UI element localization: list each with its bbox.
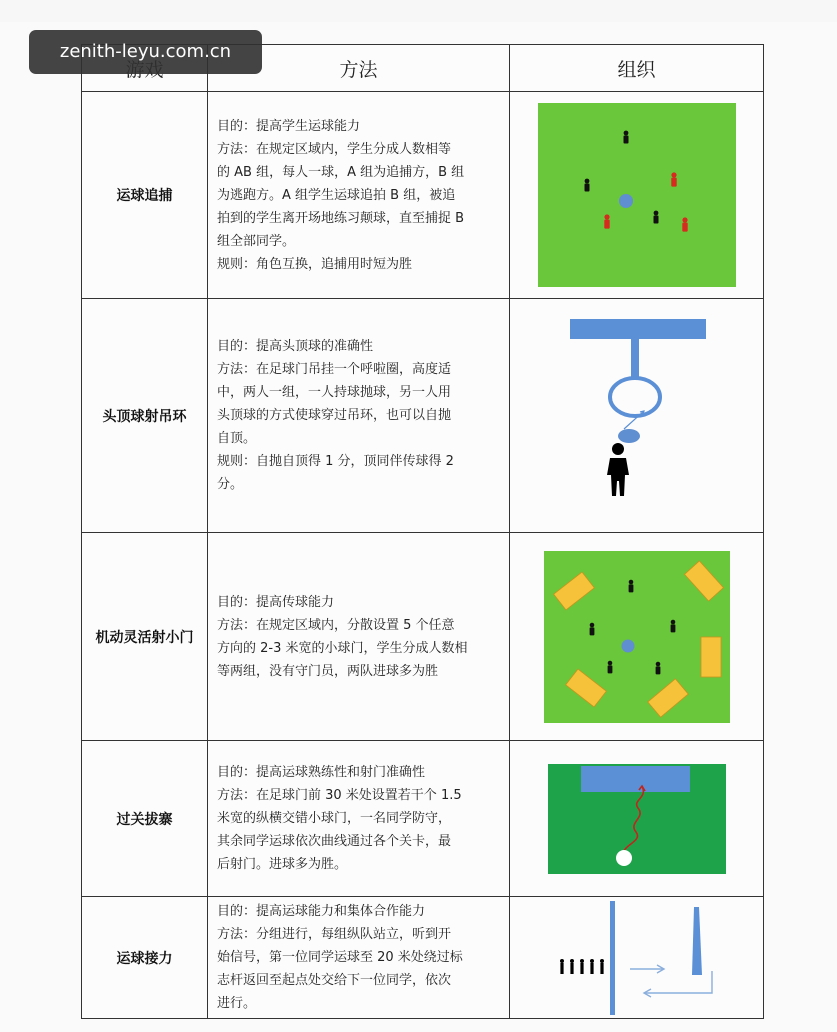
person-icon: [560, 959, 564, 974]
person-icon: [570, 959, 574, 974]
description-line: 目的：提高学生运球能力: [217, 118, 361, 134]
header-organization: 组织: [510, 45, 764, 92]
description-line: 方法：在规定区域内，分散设置 5 个任意: [217, 617, 455, 633]
description-line: 方向的 2-3 米宽的小球门，学生分成人数相: [217, 640, 468, 656]
description-line: 为逃跑方。A 组学生运球追拍 B 组，被追: [217, 187, 456, 203]
description-line: 规则：自抛自顶得 1 分，顶同伴传球得 2: [217, 454, 454, 469]
small-goal: [701, 637, 721, 677]
table-row: [82, 533, 764, 741]
ball-icon: [619, 194, 633, 208]
table-row: [82, 92, 764, 299]
game-description: [208, 533, 510, 741]
game-description: [208, 897, 510, 1019]
hoop-hanger: [631, 339, 639, 377]
page-top-strip: [0, 0, 837, 22]
games-table: [81, 44, 764, 1019]
description-line: 始信号，第一位同学运球至 20 米处绕过标: [217, 950, 463, 965]
person-icon: [623, 131, 628, 144]
person-icon: [607, 660, 612, 673]
description-line: 志杆返回至起点处交给下一位同学，依次: [217, 973, 452, 988]
person-icon: [655, 661, 660, 674]
game-name: 运球追捕: [82, 92, 208, 299]
table-row: [82, 741, 764, 897]
description-line: 分。: [217, 477, 244, 492]
person-icon: [589, 622, 594, 635]
description-line: 拍到的学生离开场地练习颠球，直至捕捉 B: [217, 210, 465, 226]
description-line: 方法：在足球门前 30 米处设置若干个 1.5: [217, 788, 462, 803]
ball-icon: [618, 429, 640, 443]
description-line: 目的：提高头顶球的准确性: [217, 339, 374, 354]
queue-figures: [560, 959, 604, 974]
game-name: 头顶球射吊环: [82, 299, 208, 533]
description-line: 后射门。进球多为胜。: [217, 857, 348, 872]
game-name: 运球接力: [82, 897, 208, 1019]
description-line: 组全部同学。: [217, 233, 296, 249]
person-icon: [604, 214, 609, 228]
table-row: [82, 897, 764, 1019]
watermark-badge: zenith-leyu.com.cn: [29, 30, 262, 74]
relay-diagram: [537, 901, 737, 1015]
game-description: [208, 741, 510, 897]
person-icon: [670, 619, 675, 632]
small-goals-diagram: [544, 551, 730, 723]
person-icon: [671, 172, 676, 186]
description-line: 目的：提高运球能力和集体合作能力: [217, 904, 426, 919]
dribble-chase-diagram: [538, 103, 736, 287]
description-line: 方法：在规定区域内，学生分成人数相等: [217, 141, 452, 157]
person-icon: [590, 959, 594, 974]
marker-pole-icon: [692, 907, 702, 975]
game-name: 过关拔寨: [82, 741, 208, 897]
table-row: [82, 299, 764, 533]
organization-diagram-cell: [510, 897, 764, 1019]
person-icon: [682, 217, 687, 231]
organization-diagram-cell: [510, 299, 764, 533]
header-hoop-diagram: [552, 313, 722, 519]
pass-gates-diagram: [548, 764, 726, 874]
person-icon: [628, 579, 633, 592]
ball-icon: [621, 639, 634, 652]
person-icon: [607, 443, 629, 496]
organization-diagram-cell: [510, 741, 764, 897]
hoop-icon: [610, 378, 660, 416]
description-line: 中，两人一组，一人持球抛球，另一人用: [217, 385, 452, 400]
person-icon: [653, 211, 658, 224]
field: [538, 103, 736, 287]
description-line: 方法：在足球门吊挂一个呼啦圈，高度适: [217, 362, 452, 377]
description-line: 米宽的纵横交错小球门，一名同学防守，: [217, 811, 452, 826]
header-method: 方法: [208, 45, 510, 92]
person-icon: [584, 179, 589, 192]
description-line: 规则：角色互换，追捕用时短为胜: [217, 256, 413, 272]
description-line: 目的：提高运球熟练性和射门准确性: [217, 765, 426, 780]
goal: [581, 766, 690, 792]
description-line: 其余同学运球依次曲线通过各个关卡，最: [217, 834, 452, 849]
game-name: 机动灵活射小门: [82, 533, 208, 741]
game-description: [208, 299, 510, 533]
person-icon: [580, 959, 584, 974]
description-line: 方法：分组进行，每组纵队站立，听到开: [217, 927, 452, 942]
description-line: 进行。: [217, 996, 257, 1011]
description-line: 自顶。: [217, 431, 257, 446]
description-line: 的 AB 组，每人一球，A 组为追捕方，B 组: [217, 164, 465, 180]
organization-diagram-cell: [510, 92, 764, 299]
start-line: [610, 901, 615, 1015]
goal-crossbar: [570, 319, 706, 339]
description-line: 目的：提高传球能力: [217, 594, 335, 610]
ball-icon: [616, 850, 632, 866]
description-line: 头顶球的方式使球穿过吊环，也可以自抛: [217, 408, 452, 423]
game-description: [208, 92, 510, 299]
organization-diagram-cell: [510, 533, 764, 741]
person-icon: [600, 959, 604, 974]
description-line: 等两组，没有守门员，两队进球多为胜: [217, 663, 439, 679]
